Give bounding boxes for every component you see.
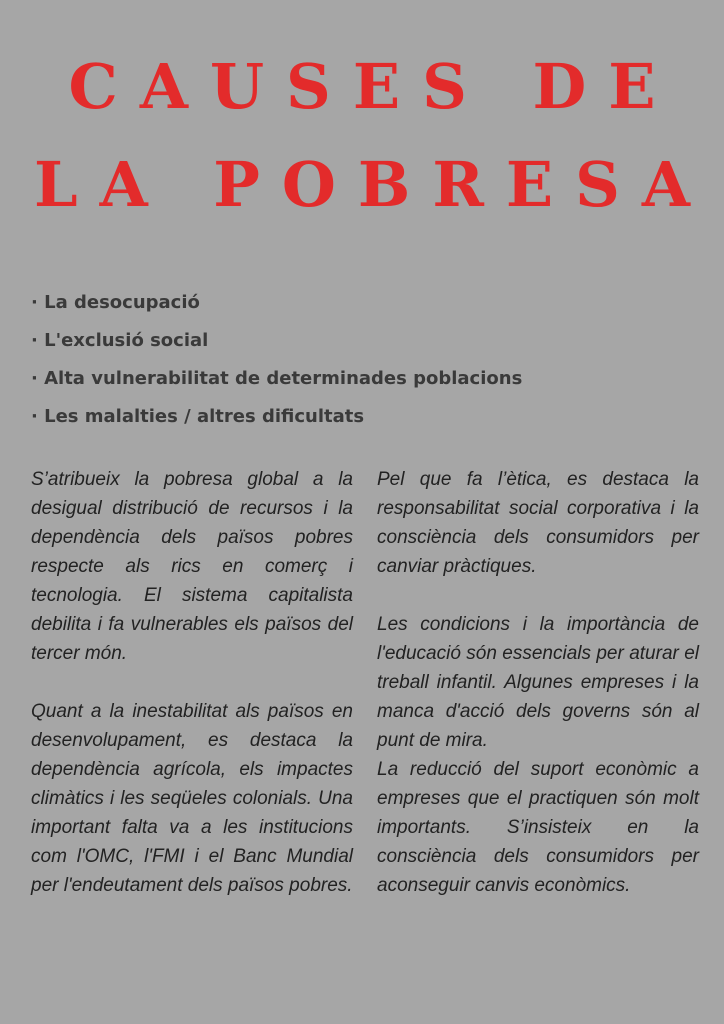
causes-list	[31, 288, 522, 440]
paragraph: Quant a la inestabilitat als països en desenvolupament, es destaca la dependència agrícola, els impactes climàtics i les seqüeles colonials. Una important falta va a les institucions com l'OMC, l'FMI i el Banc Mundial per l'endeutament dels països pobres.	[31, 701, 353, 896]
paragraph: Les condicions i la importància de l'educació són essencials per aturar el treball infantil. Algunes empreses i la manca d'acció dels governs són al punt de mira.	[377, 614, 699, 751]
paragraph: Pel que fa l’ètica, es destaca la responsabilitat social corporativa i la consciència dels consumidors per canviar pràctiques.	[377, 469, 699, 577]
page-title-line-2: LA POBRESA	[34, 148, 712, 221]
left-column	[31, 465, 353, 929]
list-item: · Les malalties / altres dificultats	[31, 406, 365, 427]
paragraph: La reducció del suport econòmic a empreses que el practiquen són molt importants. S’insisteix en la consciència dels consumidors per aconseguir canvis econòmics.	[377, 759, 699, 896]
paragraph: S’atribueix la pobresa global a la desigual distribució de recursos i la dependència dels països pobres respecte als rics en comerç i tecnologia. El sistema capitalista debilita i fa vulnerables els països del tercer món.	[31, 469, 353, 664]
page-title-line-1: CAUSES DE	[68, 50, 678, 123]
list-item: · L'exclusió social	[31, 330, 209, 351]
list-item: · Alta vulnerabilitat de determinades poblacions	[31, 368, 523, 389]
list-item: · La desocupació	[31, 292, 200, 313]
right-column	[377, 465, 699, 929]
